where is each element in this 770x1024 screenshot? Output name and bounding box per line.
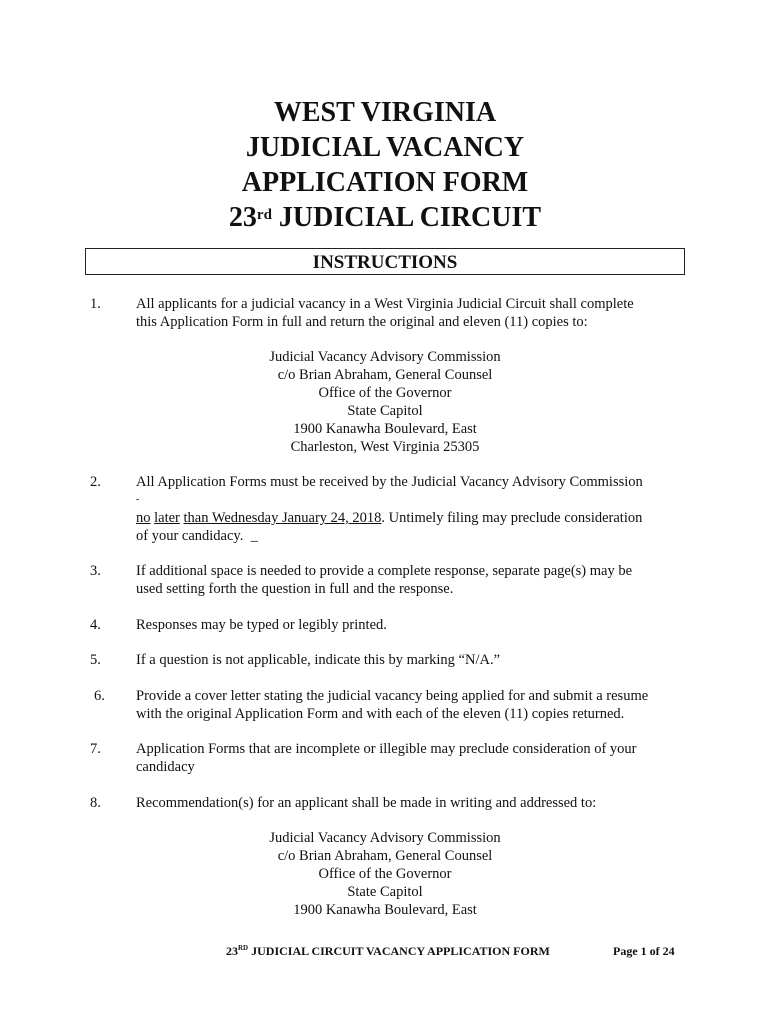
item-number: 3. [90, 563, 101, 579]
item-number: 6. [94, 688, 105, 704]
instructions-heading: INSTRUCTIONS [85, 248, 685, 275]
item-text: If additional space is needed to provide a complete response, separate page(s) may be [136, 563, 633, 579]
recommendation-address [0, 829, 770, 919]
no-word: no [136, 510, 151, 526]
item-text: candidacy [136, 759, 195, 775]
item-dash: - [136, 494, 140, 505]
address-line: Office of the Governor [318, 385, 452, 401]
title-line-circuit [0, 200, 770, 235]
footer-text: JUDICIAL CIRCUIT VACANCY APPLICATION FORM [248, 944, 550, 958]
address-line: 1900 Kanawha Boulevard, East [293, 421, 477, 437]
item-number: 7. [90, 741, 101, 757]
item-text: Provide a cover letter stating the judicial vacancy being applied for and submit a resume [136, 688, 649, 704]
item-text: with the original Application Form and with each of the eleven (11) copies returned. [136, 706, 625, 722]
page-number: Page 1 of 24 [613, 944, 675, 958]
item-text: of your candidacy. [136, 528, 244, 544]
item-text: Recommendation(s) for an applicant shall be made in writing and addressed to: [136, 795, 597, 811]
item-text: All applicants for a judicial vacancy in a West Virginia Judicial Circuit shall complete [136, 296, 634, 312]
address-line: Charleston, West Virginia 25305 [290, 439, 480, 455]
item-text: Application Forms that are incomplete or illegible may preclude consideration of your [136, 741, 637, 757]
item-text: Responses may be typed or legibly printed. [136, 617, 387, 633]
item-text: All Application Forms must be received by the Judicial Vacancy Advisory Commission [136, 474, 643, 490]
address-line: c/o Brian Abraham, General Counsel [277, 848, 493, 864]
title-line-vacancy: JUDICIAL VACANCY [245, 132, 525, 163]
address-line: 1900 Kanawha Boulevard, East [293, 902, 477, 918]
item-number: 5. [90, 652, 101, 668]
title-line-form: APPLICATION FORM [241, 167, 529, 198]
item-text: used setting forth the question in full and the response. [136, 581, 454, 597]
address-line: State Capitol [347, 884, 423, 900]
deadline-date: than Wednesday January 24, 2018 [183, 510, 382, 526]
title-line-state: WEST VIRGINIA [273, 97, 497, 128]
item-text: this Application Form in full and return the original and eleven (11) copies to: [136, 314, 588, 330]
circuit-label: JUDICIAL CIRCUIT [271, 202, 542, 233]
circuit-number: 23 [228, 202, 257, 233]
item-number: 8. [90, 795, 101, 811]
address-line: Judicial Vacancy Advisory Commission [269, 349, 501, 365]
address-line: Judicial Vacancy Advisory Commission [269, 830, 501, 846]
item-trail: _ [250, 528, 258, 544]
item-text: . Untimely filing may preclude consideration [381, 510, 643, 526]
footer-form-title [226, 944, 550, 959]
document-title [0, 95, 770, 235]
address-line: c/o Brian Abraham, General Counsel [277, 367, 493, 383]
address-line: State Capitol [347, 403, 423, 419]
deadline-line [136, 509, 681, 527]
later-word: later [154, 510, 180, 526]
item-number: 4. [90, 617, 101, 633]
mailing-address [0, 348, 770, 456]
address-line: Office of the Governor [318, 866, 452, 882]
footer-number: 23 [226, 944, 238, 958]
item-number: 1. [90, 296, 101, 312]
item-number: 2. [90, 474, 101, 490]
circuit-ordinal: rd [256, 207, 272, 223]
item-text: If a question is not applicable, indicate this by marking “N/A.” [136, 652, 501, 668]
footer-ordinal: RD [238, 944, 249, 952]
